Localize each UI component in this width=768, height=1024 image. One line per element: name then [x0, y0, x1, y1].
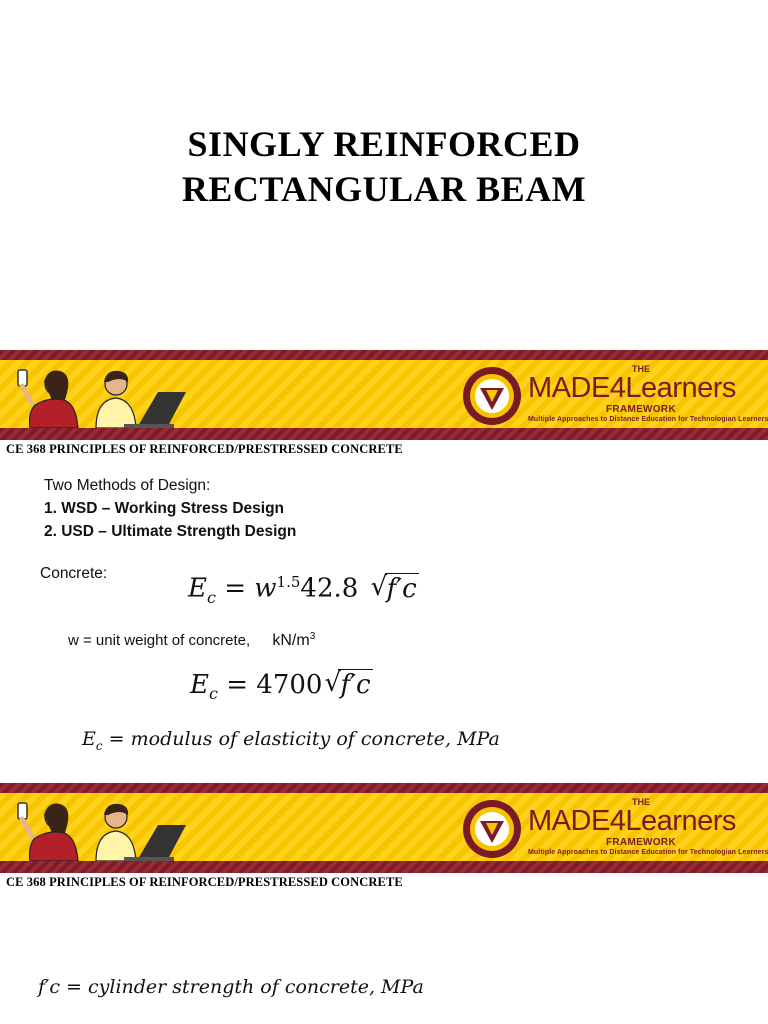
fc-definition: f′c = cylinder strength of concrete, MPa — [38, 976, 424, 998]
slide-banner — [0, 350, 768, 440]
ec-equation-2: $E_c = 4700$ √ f′c — [190, 668, 371, 704]
method-item-usd: 2. USD – Ultimate Strength Design — [44, 523, 297, 540]
ec-equation-1: $E_c = w^{1.5}42.8$ √ f′c — [188, 571, 417, 607]
university-seal-icon — [462, 799, 522, 859]
slide-banner — [0, 783, 768, 873]
methods-heading: Two Methods of Design: — [44, 477, 211, 494]
method-item-wsd: 1. WSD – Working Stress Design — [44, 500, 285, 517]
university-seal-icon — [462, 366, 522, 426]
title-line-1: SINGLY REINFORCED — [187, 124, 581, 164]
made4learners-logo: THE MADE4Learners FRAMEWORK Multiple Approaches to Distance Education for Technologian Learners — [528, 364, 768, 423]
page-title — [0, 122, 768, 212]
concrete-label: Concrete: — [40, 565, 108, 582]
learners-illustration-icon — [8, 795, 188, 861]
course-header: CE 368 PRINCIPLES OF REINFORCED/PRESTRESSED CONCRETE — [6, 875, 403, 889]
w-definition: w = unit weight of concrete, $kN/m^3$ — [68, 631, 316, 649]
title-line-2: RECTANGULAR BEAM — [181, 169, 587, 209]
learners-illustration-icon — [8, 362, 188, 428]
course-header: CE 368 PRINCIPLES OF REINFORCED/PRESTRESSED CONCRETE — [6, 442, 403, 456]
made4learners-logo: THE MADE4Learners FRAMEWORK Multiple Approaches to Distance Education for Technologian Learners — [528, 797, 768, 856]
ec-definition: $E_c$ = modulus of elasticity of concrete, MPa — [82, 728, 500, 753]
